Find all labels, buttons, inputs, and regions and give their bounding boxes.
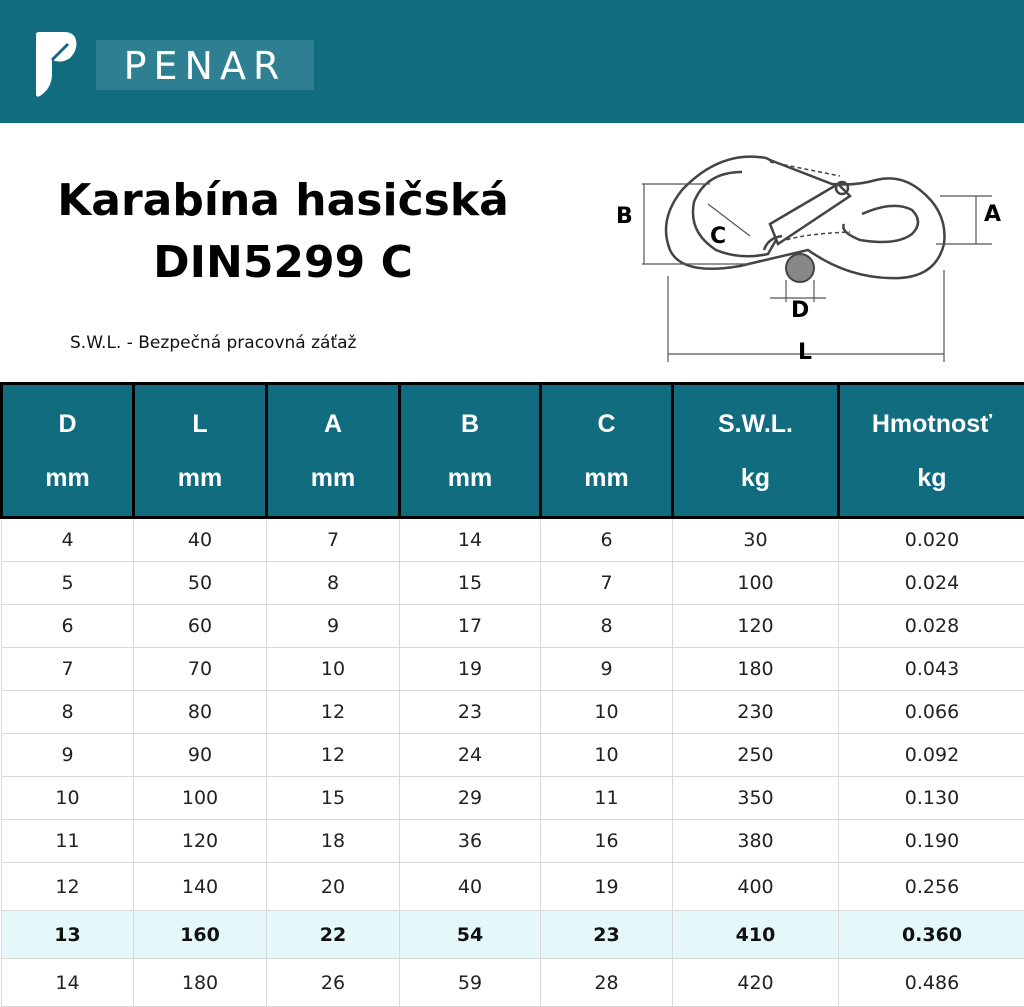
table-cell: 10 — [541, 734, 673, 777]
table-cell: 140 — [134, 863, 267, 911]
table-cell: 0.066 — [839, 691, 1024, 734]
table-cell: 5 — [2, 562, 134, 605]
table-cell: 23 — [400, 691, 541, 734]
table-cell: 17 — [400, 605, 541, 648]
table-cell: 230 — [673, 691, 839, 734]
table-cell: 0.043 — [839, 648, 1024, 691]
swl-note: S.W.L. - Bezpečná pracovná záťaž — [70, 333, 356, 353]
table-cell: 350 — [673, 777, 839, 820]
product-title — [20, 170, 546, 294]
table-cell: 9 — [267, 605, 400, 648]
table-cell: 16 — [541, 820, 673, 863]
table-cell: 50 — [134, 562, 267, 605]
table-cell: 90 — [134, 734, 267, 777]
table-cell: 120 — [134, 820, 267, 863]
table-row — [2, 959, 1024, 1007]
table-cell: 10 — [2, 777, 134, 820]
table-cell: 36 — [400, 820, 541, 863]
table-cell: 0.256 — [839, 863, 1024, 911]
table-cell: 22 — [267, 911, 400, 959]
table-row — [2, 518, 1024, 562]
diagram-label-d: D — [791, 298, 809, 323]
table-cell: 0.024 — [839, 562, 1024, 605]
column-header-a: A mm — [267, 384, 400, 518]
table-cell: 0.130 — [839, 777, 1024, 820]
table-row — [2, 820, 1024, 863]
table-cell: 100 — [134, 777, 267, 820]
product-title-line2: DIN5299 C — [20, 232, 546, 294]
penar-leaf-logo — [32, 30, 80, 98]
table-cell: 12 — [267, 691, 400, 734]
table-cell: 7 — [541, 562, 673, 605]
table-cell: 420 — [673, 959, 839, 1007]
table-cell: 9 — [2, 734, 134, 777]
spec-table — [0, 382, 1024, 1007]
diagram-label-b: B — [616, 204, 633, 229]
table-row — [2, 605, 1024, 648]
table-cell: 0.486 — [839, 959, 1024, 1007]
table-cell: 400 — [673, 863, 839, 911]
table-cell: 28 — [541, 959, 673, 1007]
table-cell: 10 — [541, 691, 673, 734]
table-row — [2, 562, 1024, 605]
table-row — [2, 777, 1024, 820]
table-cell: 14 — [2, 959, 134, 1007]
table-cell: 7 — [2, 648, 134, 691]
table-cell: 8 — [2, 691, 134, 734]
table-cell: 15 — [267, 777, 400, 820]
table-cell: 8 — [541, 605, 673, 648]
table-cell: 11 — [541, 777, 673, 820]
table-cell: 180 — [673, 648, 839, 691]
table-cell: 54 — [400, 911, 541, 959]
brand-box — [96, 40, 314, 90]
table-cell: 10 — [267, 648, 400, 691]
table-cell: 100 — [673, 562, 839, 605]
table-cell: 380 — [673, 820, 839, 863]
table-cell: 29 — [400, 777, 541, 820]
table-cell: 40 — [400, 863, 541, 911]
table-cell: 15 — [400, 562, 541, 605]
table-cell: 6 — [541, 518, 673, 562]
table-cell: 12 — [267, 734, 400, 777]
table-cell: 8 — [267, 562, 400, 605]
table-cell: 13 — [2, 911, 134, 959]
table-header-row — [2, 384, 1024, 518]
carabiner-diagram — [600, 140, 1024, 380]
table-row — [2, 691, 1024, 734]
column-header-d: D mm — [2, 384, 134, 518]
table-row — [2, 648, 1024, 691]
table-cell: 80 — [134, 691, 267, 734]
product-title-line1: Karabína hasičská — [20, 170, 546, 232]
table-cell: 9 — [541, 648, 673, 691]
table-row — [2, 911, 1024, 959]
table-cell: 7 — [267, 518, 400, 562]
table-cell: 60 — [134, 605, 267, 648]
table-cell: 410 — [673, 911, 839, 959]
header-bar — [0, 0, 1024, 123]
table-cell: 12 — [2, 863, 134, 911]
diagram-label-c: C — [710, 224, 726, 249]
table-cell: 120 — [673, 605, 839, 648]
table-cell: 160 — [134, 911, 267, 959]
table-cell: 250 — [673, 734, 839, 777]
column-header-l: L mm — [134, 384, 267, 518]
table-cell: 70 — [134, 648, 267, 691]
table-cell: 20 — [267, 863, 400, 911]
table-cell: 0.092 — [839, 734, 1024, 777]
table-cell: 19 — [400, 648, 541, 691]
table-cell: 180 — [134, 959, 267, 1007]
table-cell: 6 — [2, 605, 134, 648]
table-cell: 19 — [541, 863, 673, 911]
table-cell: 0.360 — [839, 911, 1024, 959]
column-header-swl: S.W.L. kg — [673, 384, 839, 518]
table-cell: 0.020 — [839, 518, 1024, 562]
table-cell: 4 — [2, 518, 134, 562]
table-cell: 59 — [400, 959, 541, 1007]
diagram-label-l: L — [798, 340, 812, 365]
table-cell: 40 — [134, 518, 267, 562]
table-cell: 26 — [267, 959, 400, 1007]
brand-name: PENAR — [96, 40, 314, 90]
column-header-weight: Hmotnosť kg — [839, 384, 1024, 518]
column-header-c: C mm — [541, 384, 673, 518]
table-cell: 23 — [541, 911, 673, 959]
table-cell: 14 — [400, 518, 541, 562]
table-row — [2, 863, 1024, 911]
table-row — [2, 734, 1024, 777]
column-header-b: B mm — [400, 384, 541, 518]
table-cell: 11 — [2, 820, 134, 863]
table-cell: 0.190 — [839, 820, 1024, 863]
table-cell: 18 — [267, 820, 400, 863]
table-cell: 30 — [673, 518, 839, 562]
diagram-label-a: A — [984, 202, 1001, 227]
table-cell: 24 — [400, 734, 541, 777]
table-cell: 0.028 — [839, 605, 1024, 648]
